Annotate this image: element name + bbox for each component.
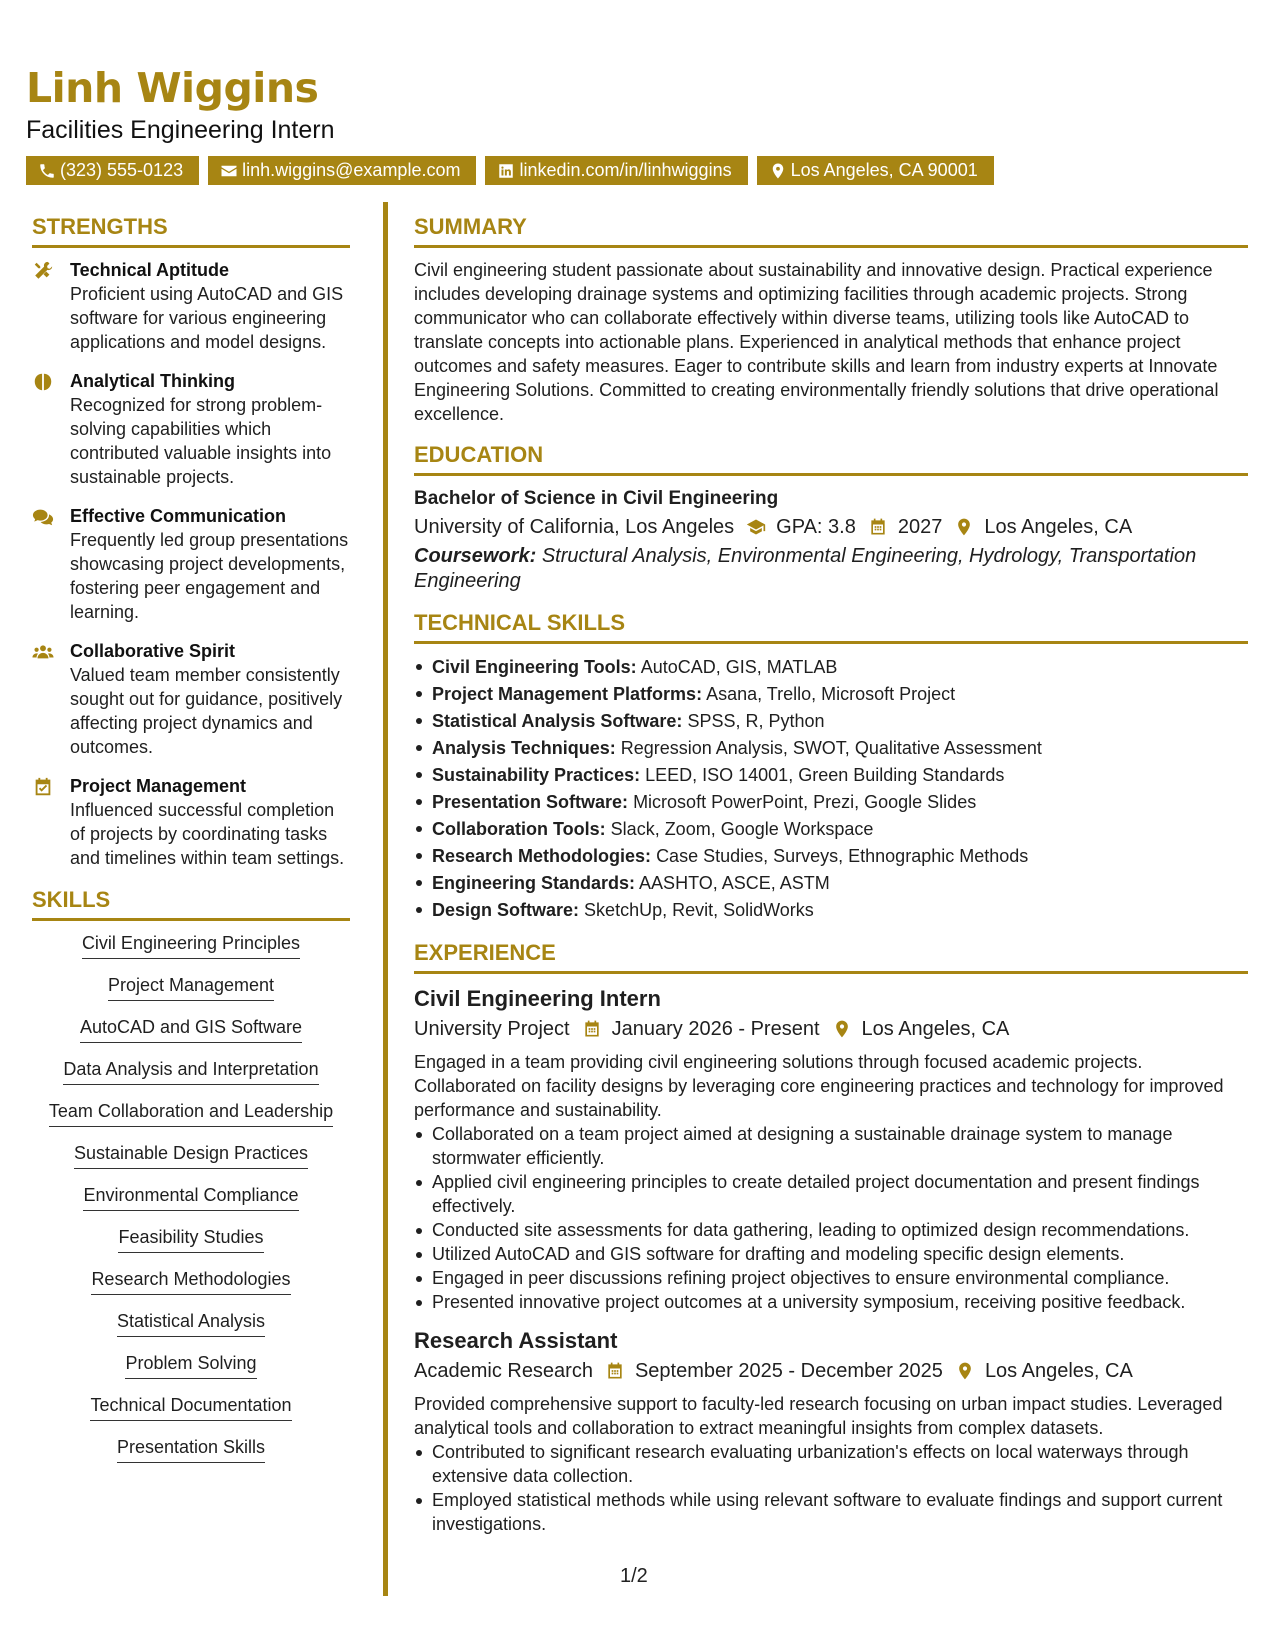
education-location: [954, 512, 1132, 542]
school-name-text: University of California, Los Angeles: [414, 516, 735, 538]
skill-tag: Civil Engineering Principles: [82, 931, 300, 959]
coursework-text: Structural Analysis, Environmental Engineering, Hydrology, Transportation Engineering: [414, 545, 1197, 592]
list-item: Employed statistical methods while using relevant software to evaluate findings and support current investigations.: [414, 1488, 1248, 1536]
skill-values: AASHTO, ASCE, ASTM: [639, 873, 830, 893]
skill-category: Project Management Platforms:: [432, 684, 703, 704]
skill-tag: Research Methodologies: [91, 1267, 290, 1295]
strength-item: [32, 774, 350, 870]
calendar-icon: [868, 517, 888, 537]
contact-location: [757, 156, 994, 185]
technical-skills-list: [414, 654, 1248, 924]
skill-tag: Feasibility Studies: [118, 1225, 263, 1253]
job-dates-text: September 2025 - December 2025: [634, 1360, 943, 1382]
job-org-text: Academic Research: [414, 1360, 593, 1382]
skill-tag: Technical Documentation: [90, 1393, 291, 1421]
contact-email[interactable]: [208, 156, 476, 185]
skill-values: Slack, Zoom, Google Workspace: [610, 819, 874, 839]
contact-phone[interactable]: [26, 156, 199, 185]
graduation-cap-icon: [746, 517, 766, 537]
strength-title: Analytical Thinking: [70, 371, 236, 391]
strength-description: Recognized for strong problem-solving capabilities which contributed valuable insights into sustainable projects.: [70, 395, 332, 487]
summary-section: [414, 212, 1248, 426]
skill-values: SketchUp, Revit, SolidWorks: [584, 900, 814, 920]
coursework-label: Coursework:: [414, 545, 537, 567]
strength-item: [32, 258, 350, 354]
column-divider: [383, 202, 388, 1596]
job-meta: [414, 1356, 1248, 1386]
list-item: Contributed to significant research evaluating urbanization's effects on local waterways through extensive data collection.: [414, 1440, 1248, 1488]
summary-text: Civil engineering student passionate about sustainability and innovative design. Practical experience includes developing drainage systems and optimizing facilities through academic projects. Strong communicator who can collaborate effectively within diverse teams, utilizing tools like AutoCAD to translate concepts into actionable plans. Experienced in analytical methods that enhance project outcomes and safety measures. Eager to contribute skills and learn from industry experts at Innovate Engineering Solutions. Committed to creating environmentally friendly solutions that drive operational excellence.: [414, 260, 1219, 424]
gpa: [746, 512, 856, 542]
list-item: [414, 654, 1248, 681]
job-bullets: [414, 1122, 1248, 1314]
strength-title: Collaborative Spirit: [70, 641, 236, 661]
skill-values: Microsoft PowerPoint, Prezi, Google Slides: [633, 792, 977, 812]
education-location-text: Los Angeles, CA: [984, 516, 1133, 538]
job-org-text: University Project: [414, 1018, 570, 1040]
contact-linkedin[interactable]: [485, 156, 747, 185]
calendar-icon: [605, 1361, 625, 1381]
skill-category: Analysis Techniques:: [432, 738, 616, 758]
list-item: [414, 870, 1248, 897]
list-item: Collaborated on a team project aimed at designing a sustainable drainage system to manage stormwater efficiently.: [414, 1122, 1248, 1170]
strengths-heading: STRENGTHS: [32, 212, 350, 248]
technical-skills-heading: TECHNICAL SKILLS: [414, 608, 1248, 644]
list-item: Engaged in peer discussions refining project objectives to ensure environmental compliance.: [414, 1266, 1248, 1290]
skill-values: Regression Analysis, SWOT, Qualitative Assessment: [620, 738, 1042, 758]
location-pin-icon: [769, 162, 787, 180]
job-entry: [414, 984, 1248, 1314]
chat-bubbles-icon: [32, 506, 54, 528]
experience-heading: EXPERIENCE: [414, 938, 1248, 974]
list-item: [32, 1057, 350, 1085]
degree-title: Bachelor of Science in Civil Engineering: [414, 488, 779, 509]
skill-tag: Problem Solving: [125, 1351, 256, 1379]
strength-title: Effective Communication: [70, 506, 287, 526]
phone-icon: [38, 162, 56, 180]
tools-icon: [32, 260, 54, 282]
list-item: [32, 1351, 350, 1379]
job-dates-text: January 2026 - Present: [611, 1018, 820, 1040]
list-item: Conducted site assessments for data gathering, leading to optimized design recommendations.: [414, 1218, 1248, 1242]
coursework: [414, 544, 1248, 594]
skill-tag: Project Management: [108, 973, 274, 1001]
left-column: [32, 212, 350, 1477]
linkedin-icon: [497, 162, 515, 180]
list-item: Utilized AutoCAD and GIS software for drafting and modeling specific design elements.: [414, 1242, 1248, 1266]
experience-section: [414, 938, 1248, 1536]
list-item: [32, 973, 350, 1001]
strength-description: Influenced successful completion of projects by coordinating tasks and timelines within team settings.: [70, 800, 345, 868]
strength-title: Project Management: [70, 776, 247, 796]
list-item: [414, 708, 1248, 735]
candidate-name: Linh Wiggins: [26, 64, 319, 112]
calendar-check-icon: [32, 776, 54, 798]
strength-item: [32, 639, 350, 759]
job-location: [832, 1014, 1010, 1044]
list-item: [414, 897, 1248, 924]
education-heading: EDUCATION: [414, 440, 1248, 476]
list-item: [32, 1099, 350, 1127]
contact-location-text: Los Angeles, CA 90001: [790, 160, 978, 180]
strength-item: [32, 504, 350, 624]
skill-values: AutoCAD, GIS, MATLAB: [640, 657, 838, 677]
job-entry: [414, 1326, 1248, 1536]
calendar-icon: [582, 1019, 602, 1039]
list-item: [32, 1015, 350, 1043]
skill-tag: Statistical Analysis: [117, 1309, 265, 1337]
strength-title: Technical Aptitude: [70, 260, 230, 280]
location-pin-icon: [832, 1019, 852, 1039]
school-name: [414, 512, 734, 542]
list-item: Applied civil engineering principles to create detailed project documentation and present findings effectively.: [414, 1170, 1248, 1218]
list-item: [32, 1183, 350, 1211]
skill-values: SPSS, R, Python: [687, 711, 825, 731]
gpa-text: GPA: 3.8: [776, 516, 856, 538]
job-title: Research Assistant: [414, 1328, 618, 1353]
list-item: [32, 1141, 350, 1169]
skills-heading: SKILLS: [32, 885, 350, 921]
skill-category: Design Software:: [432, 900, 580, 920]
job-title: Civil Engineering Intern: [414, 986, 661, 1011]
strength-description: Frequently led group presentations showcasing project developments, fostering peer engagement and learning.: [70, 530, 349, 622]
job-summary: Engaged in a team providing civil engineering solutions through focused academic projects. Collaborated on facility designs by leveraging core engineering practices and technology for improved performance and sustainability.: [414, 1052, 1224, 1120]
contact-email-text: linh.wiggins@example.com: [242, 160, 461, 180]
users-icon: [32, 641, 54, 663]
brain-icon: [32, 371, 54, 393]
skill-values: Asana, Trello, Microsoft Project: [706, 684, 956, 704]
list-item: [414, 681, 1248, 708]
skill-tag: Team Collaboration and Leadership: [49, 1099, 333, 1127]
list-item: [32, 1393, 350, 1421]
list-item: [414, 843, 1248, 870]
skill-category: Statistical Analysis Software:: [432, 711, 683, 731]
envelope-icon: [220, 162, 238, 180]
skill-tag: Sustainable Design Practices: [74, 1141, 308, 1169]
skill-values: LEED, ISO 14001, Green Building Standards: [645, 765, 1005, 785]
list-item: [32, 1309, 350, 1337]
resume-header: [26, 60, 1256, 185]
job-location: [955, 1356, 1133, 1386]
list-item: [414, 735, 1248, 762]
job-org: [414, 1014, 570, 1044]
job-dates: [582, 1014, 820, 1044]
contact-bar: [26, 156, 1256, 185]
location-pin-icon: [954, 517, 974, 537]
graduation-year: [868, 512, 943, 542]
list-item: [414, 816, 1248, 843]
candidate-role: Facilities Engineering Intern: [26, 116, 335, 144]
location-pin-icon: [955, 1361, 975, 1381]
skill-tag: Presentation Skills: [117, 1435, 265, 1463]
job-location-text: Los Angeles, CA: [861, 1018, 1010, 1040]
skill-tag: Environmental Compliance: [83, 1183, 298, 1211]
job-org: [414, 1356, 593, 1386]
skill-values: Case Studies, Surveys, Ethnographic Methods: [656, 846, 1029, 866]
job-location-text: Los Angeles, CA: [984, 1360, 1133, 1382]
skill-category: Collaboration Tools:: [432, 819, 606, 839]
skill-category: Engineering Standards:: [432, 873, 636, 893]
page-number: 1/2: [620, 1565, 648, 1587]
skills-section: [32, 885, 350, 1463]
job-summary: Provided comprehensive support to faculty-led research focusing on urban impact studies. Leveraged analytical tools and collaboration to extract meaningful insights from complex datasets.: [414, 1394, 1223, 1438]
technical-skills-section: [414, 608, 1248, 924]
list-item: [32, 1225, 350, 1253]
job-meta: [414, 1014, 1248, 1044]
graduation-year-text: 2027: [897, 516, 943, 538]
skill-list: [32, 931, 350, 1463]
list-item: [32, 931, 350, 959]
skill-tag: AutoCAD and GIS Software: [80, 1015, 302, 1043]
job-dates: [605, 1356, 943, 1386]
list-item: [32, 1435, 350, 1463]
strength-description: Valued team member consistently sought out for guidance, positively affecting project dynamics and outcomes.: [70, 665, 343, 757]
list-item: [32, 1267, 350, 1295]
skill-category: Sustainability Practices:: [432, 765, 641, 785]
list-item: Presented innovative project outcomes at a university symposium, receiving positive feedback.: [414, 1290, 1248, 1314]
skill-category: Civil Engineering Tools:: [432, 657, 637, 677]
list-item: [414, 789, 1248, 816]
education-meta: [414, 512, 1248, 542]
right-column: [414, 212, 1248, 1550]
strength-item: [32, 369, 350, 489]
contact-phone-text: (323) 555-0123: [60, 160, 184, 180]
skill-category: Presentation Software:: [432, 792, 629, 812]
summary-heading: SUMMARY: [414, 212, 1248, 248]
strength-description: Proficient using AutoCAD and GIS software for various engineering applications and model designs.: [70, 284, 344, 352]
skill-category: Research Methodologies:: [432, 846, 652, 866]
skill-tag: Data Analysis and Interpretation: [63, 1057, 318, 1085]
list-item: [414, 762, 1248, 789]
education-section: [414, 440, 1248, 594]
job-bullets: [414, 1440, 1248, 1536]
contact-linkedin-text: linkedin.com/in/linhwiggins: [519, 160, 732, 180]
